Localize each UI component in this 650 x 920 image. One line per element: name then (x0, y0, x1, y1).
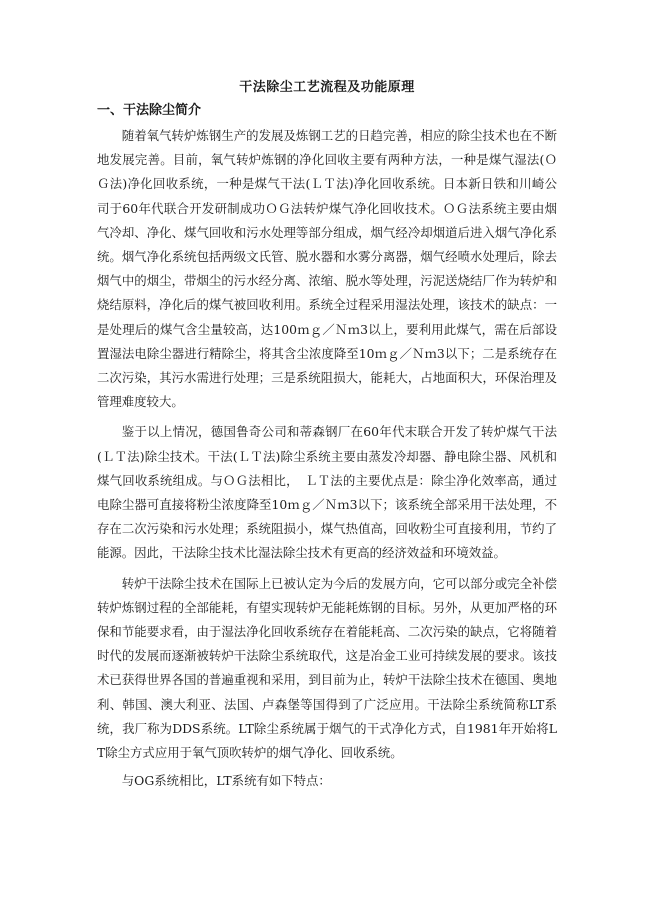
section-heading-intro: 一、干法除尘简介 (97, 103, 202, 118)
paragraph-lt-method: 鉴于以上情况，德国鲁奇公司和蒂森钢厂在60年代末联合开发了转炉煤气干法(ＬＴ法)除尘技术。干法(ＬＴ法)除尘系统主要由蒸发冷却器、静电除尘器、风机和煤气回收系统组成。与ＯＧ法相比， ＬＴ法的主要优点是：除尘净化效率高，通过电除尘器可直接将粉尘浓度降至10ｍｇ／Ｎｍ3以下；该系统全部采用干法处理，不存在二次污染和污水处理；系统阻损小，煤气热值高，回收粉尘可直接利用，节约了能源。因此，干法除尘技术比湿法除尘技术有更高的经济效益和环境效益。 (97, 424, 557, 561)
paragraph-dry-dedusting-trend: 转炉干法除尘技术在国际上已被认定为今后的发展方向，它可以部分或完全补偿转炉炼钢过程的全部能耗，有望实现转炉无能耗炼钢的目标。另外，从更加严格的环保和节能要求看，由于湿法净化回收系统存在着能耗高、二次污染的缺点，它将随着时代的发展而逐渐被转炉干法除尘系统取代，这是冶金工业可持续发展的要求。该技术已获得世界各国的普遍重视和采用，到目前为止，转炉干法除尘技术在德国、奥地利、韩国、澳大利亚、法国、卢森堡等国得到了广泛应用。干法除尘系统简称LT系统，我厂称为DDS系统。LT除尘系统属于烟气的干式净化方式，自1981年开始将LT除尘方式应用于氧气顶吹转炉的烟气净化、回收系统。 (97, 575, 557, 761)
document-title: 干法除尘工艺流程及功能原理 (239, 80, 415, 95)
paragraph-og-method: 随着氧气转炉炼钢生产的发展及炼钢工艺的日趋完善，相应的除尘技术也在不断地发展完善。目前，氧气转炉炼钢的净化回收主要有两种方法，一种是煤气湿法(ＯＧ法)净化回收系统，一种是煤气干法(ＬＴ法)净化回收系统。日本新日铁和川崎公司于60年代联合开发研制成功ＯＧ法转炉煤气净化回收技术。ＯＧ法系统主要由烟气冷却、净化、煤气回收和污水处理等部分组成，烟气经冷却烟道后进入烟气净化系统。烟气净化系统包括两级文氏管、脱水器和水雾分离器，烟气经喷水处理后，除去烟气中的烟尘，带烟尘的污水经分离、浓缩、脱水等处理，污泥送烧结厂作为转炉和烧结原料，净化后的煤气被回收利用。系统全过程采用湿法处理，该技术的缺点：一是处理后的煤气含尘量较高，达100ｍｇ／Ｎｍ3以上，要利用此煤气，需在后部设置湿法电除尘器进行精除尘，将其含尘浓度降至10ｍｇ／Ｎｍ3以下；二是系统存在二次污染，其污水需进行处理；三是系统阻损大，能耗大，占地面积大，环保治理及管理难度较大。 (97, 128, 557, 410)
paragraph-lt-features-intro: 与OG系统相比，LT系统有如下特点： (121, 773, 331, 789)
document-page (97, 78, 557, 799)
